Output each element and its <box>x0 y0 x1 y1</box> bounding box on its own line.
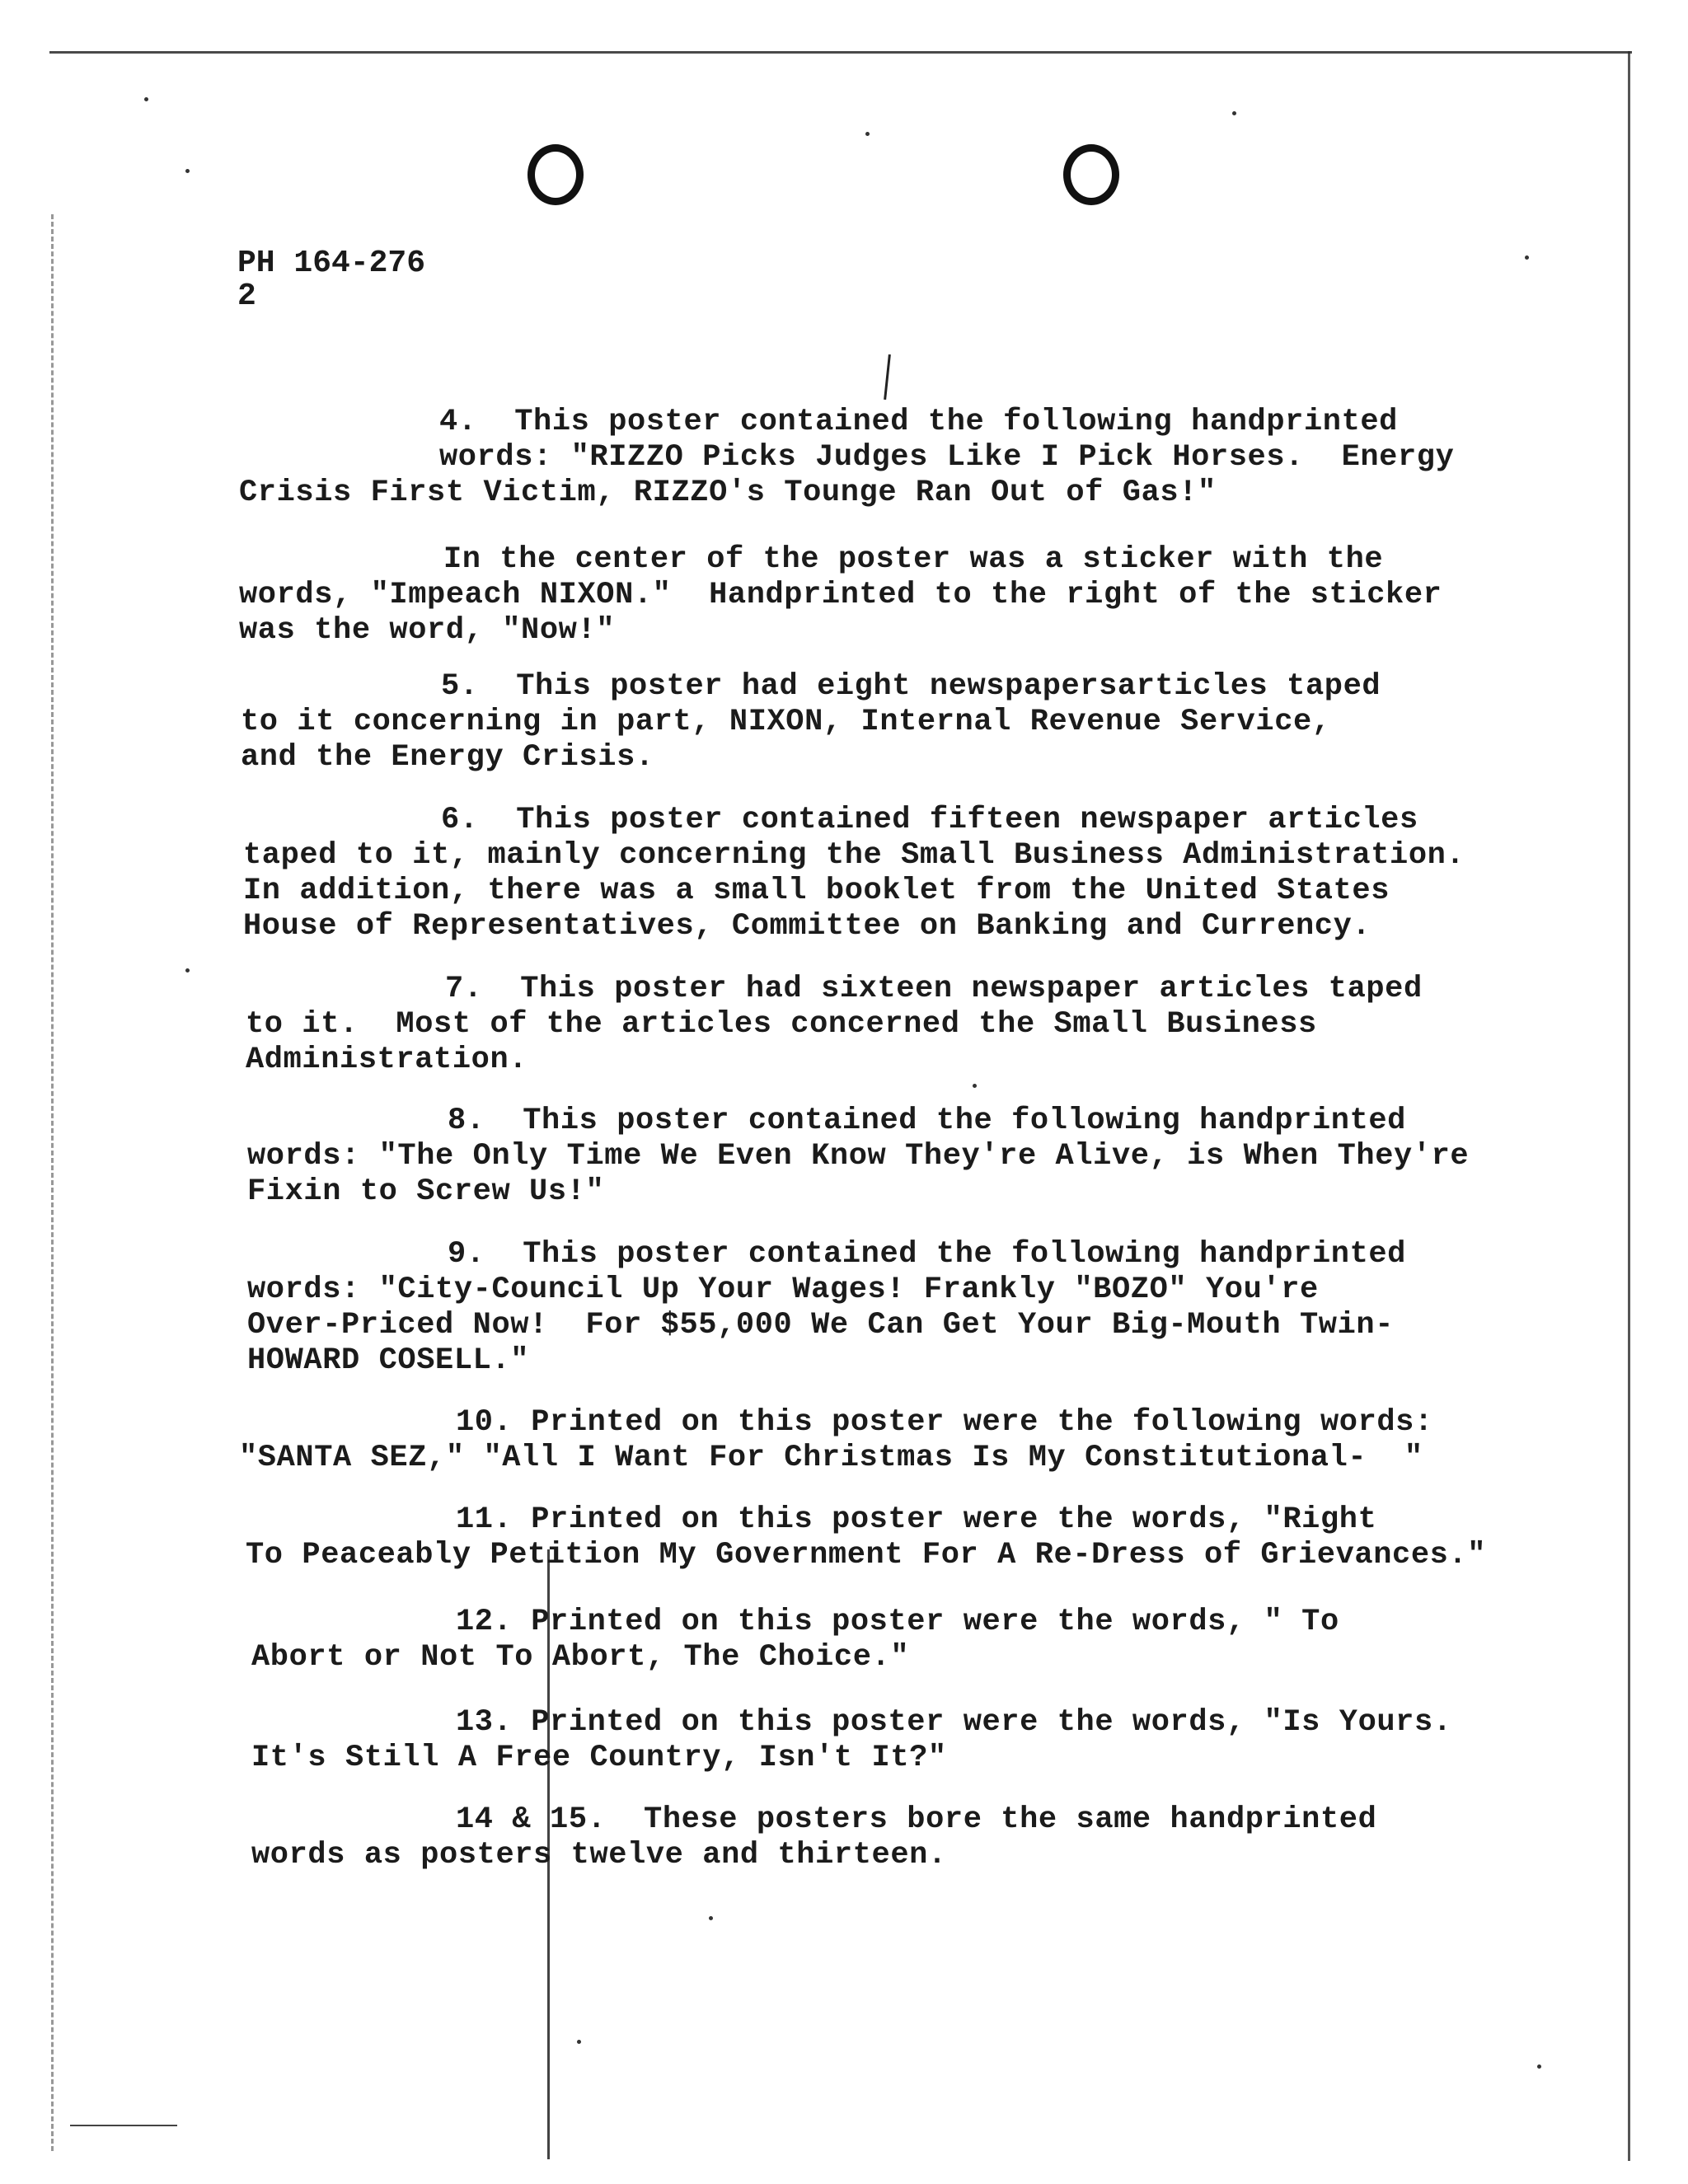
paragraph-9-line-1: 9. This poster contained the following handprinted <box>448 1237 1406 1272</box>
scan-speck <box>185 968 190 972</box>
paragraph-5-line-3: and the Energy Crisis. <box>241 740 654 775</box>
paragraph-12-line-2: Abort or Not To Abort, The Choice." <box>251 1640 910 1675</box>
scan-speck <box>185 169 190 173</box>
paragraph-12-line-1: 12. Printed on this poster were the words, " To <box>456 1605 1339 1639</box>
paragraph-13-line-1: 13. Printed on this poster were the words, "Is Yours. <box>456 1705 1452 1740</box>
punch-hole-right-icon <box>1063 144 1119 205</box>
paragraph-11-line-1: 11. Printed on this poster were the words, "Right <box>456 1502 1377 1537</box>
paragraph-5-line-2: to it concerning in part, NIXON, Internal Revenue Service, <box>241 705 1331 739</box>
scan-speck <box>577 2040 581 2044</box>
paragraph-6-line-3: In addition, there was a small booklet from the United States <box>243 874 1390 908</box>
scan-right-edge <box>1628 51 1630 2161</box>
scan-speck <box>1525 255 1529 260</box>
paragraph-13-line-2: It's Still A Free Country, Isn't It?" <box>251 1741 947 1775</box>
scan-left-edge <box>51 214 54 2151</box>
paragraph-4-line-3: Crisis First Victim, RIZZO's Tounge Ran Out of Gas!" <box>239 476 1217 510</box>
paragraph-9-line-3: Over-Priced Now! For $55,000 We Can Get Your Big-Mouth Twin- <box>247 1308 1395 1343</box>
punch-hole-left-icon <box>528 144 584 205</box>
paragraph-6-line-2: taped to it, mainly concerning the Small Business Administration. <box>243 838 1465 873</box>
paragraph-6-line-1: 6. This poster contained fifteen newspaper articles <box>441 803 1418 837</box>
scan-speck <box>1537 2064 1541 2069</box>
paragraph-7-line-3: Administration. <box>246 1043 528 1077</box>
scan-bottom-mark <box>70 2125 177 2126</box>
scan-speck <box>709 1916 713 1920</box>
paragraph-8-line-1: 8. This poster contained the following handprinted <box>448 1104 1406 1138</box>
paragraph-14-15-line-1: 14 & 15. These posters bore the same handprinted <box>456 1802 1377 1837</box>
scan-speck <box>144 97 148 101</box>
paragraph-9-line-4: HOWARD COSELL." <box>247 1343 530 1378</box>
paragraph-8-line-2: words: "The Only Time We Even Know They're Alive, is When They're <box>247 1139 1470 1174</box>
scan-speck <box>865 132 870 136</box>
paragraph-8-line-3: Fixin to Screw Us!" <box>247 1174 605 1209</box>
paragraph-5-line-1: 5. This poster had eight newspapersarticles taped <box>441 669 1381 704</box>
sticker-paragraph-line-1: In the center of the poster was a sticker with the <box>443 542 1384 577</box>
paragraph-6-line-4: House of Representatives, Committee on Banking and Currency. <box>243 909 1372 944</box>
sticker-paragraph-line-2: words, "Impeach NIXON." Handprinted to the right of the sticker <box>239 578 1442 612</box>
page-number: 2 <box>237 279 256 314</box>
file-number: PH 164-276 <box>237 246 426 281</box>
paragraph-4-line-1: 4. This poster contained the following handprinted <box>439 405 1398 439</box>
paragraph-7-line-1: 7. This poster had sixteen newspaper articles taped <box>445 972 1423 1006</box>
paragraph-10-line-1: 10. Printed on this poster were the following words: <box>456 1405 1433 1440</box>
scan-tick-mark <box>884 354 891 400</box>
paragraph-10-line-2: "SANTA SEZ," "All I Want For Christmas Is My Constitutional- " <box>239 1441 1423 1475</box>
paragraph-11-line-2: To Peaceably Petition My Government For A Re-Dress of Grievances." <box>246 1538 1487 1572</box>
paragraph-9-line-2: words: "City-Council Up Your Wages! Frankly "BOZO" You're <box>247 1272 1319 1307</box>
paragraph-7-line-2: to it. Most of the articles concerned the Small Business <box>246 1007 1317 1042</box>
scan-top-edge <box>49 51 1632 54</box>
sticker-paragraph-line-3: was the word, "Now!" <box>239 613 616 648</box>
scan-speck <box>1232 111 1236 115</box>
scan-speck <box>973 1084 977 1088</box>
paragraph-4-line-2: words: "RIZZO Picks Judges Like I Pick Horses. Energy <box>439 440 1455 475</box>
paragraph-14-15-line-2: words as posters twelve and thirteen. <box>251 1838 947 1872</box>
